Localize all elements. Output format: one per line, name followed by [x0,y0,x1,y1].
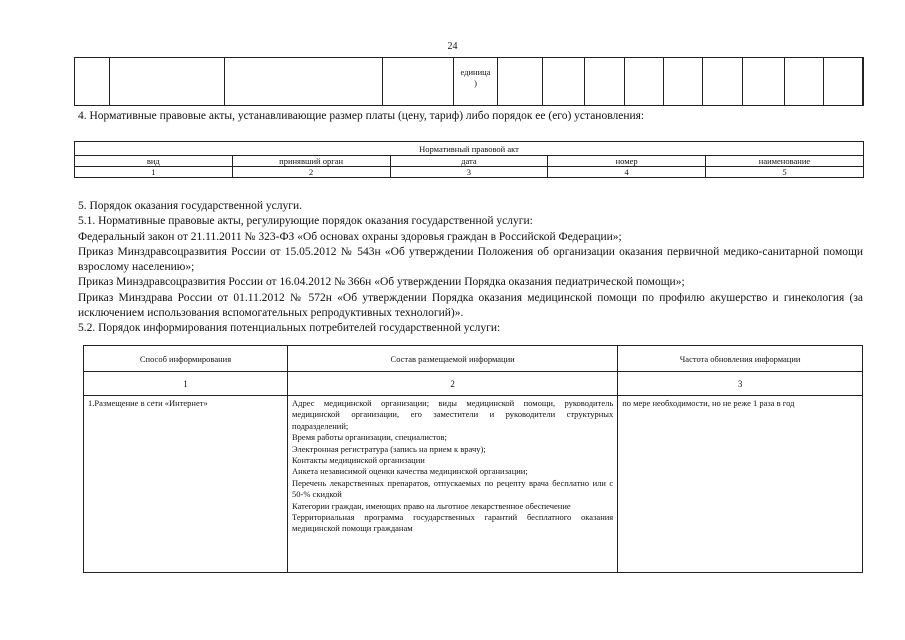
normative-act-header: Нормативный правовой акт [75,142,864,156]
section-4-title: 4. Нормативные правовые акты, устанавливающие размер платы (цену, тариф) либо порядок ее (его) установления: [78,110,645,122]
column-header-type: вид [75,156,233,167]
table-cell [543,58,585,106]
table-row [84,396,863,573]
column-header-frequency: Частота обновления информации [618,346,863,372]
info-content-item: Адрес медицинской организации; виды медицинской помощи, руководитель медицинской организации, его заместители и руководители структурных подразделений; [292,398,614,431]
info-content-item: Территориальная программа государственных гарантий бесплатного оказания медицинской помощи гражданам [292,512,614,534]
column-header-number: номер [548,156,706,167]
column-header-name: наименование [705,156,863,167]
section-5-1-title: 5.1. Нормативные правовые акты, регулирующие порядок оказания государственной услуги: [78,215,533,228]
column-number: 3 [390,167,548,178]
info-frequency-cell: по мере необходимости, но не реже 1 раза в год [618,396,863,573]
column-header-date: дата [390,156,548,167]
column-header-method: Способ информирования [84,346,288,372]
table-cell [823,58,862,106]
column-header-content: Состав размещаемой информации [288,346,618,372]
column-number: 1 [84,372,288,396]
law-item: Федеральный закон от 21.11.2011 № 323-ФЗ «Об основах охраны здоровья граждан в Российской Федерации»; [78,230,622,243]
unit-cell [453,58,497,106]
table-cell [664,58,703,106]
section-5-text [78,199,863,337]
table-cell [498,58,543,106]
page-number: 24 [447,41,458,52]
unit-text-line2: ) [474,78,477,88]
info-content-item: Категории граждан, имеющих право на льготное лекарственное обеспечение [292,500,571,511]
table-cell [784,58,823,106]
table-cell [75,58,110,106]
table-cell [863,58,864,106]
law-item: Приказ Минздравсоцразвития России от 16.04.2012 № 366н «Об утверждении Порядка оказания педиатрической помощи»; [78,276,685,289]
law-item: Приказ Минздравсоцразвития России от 15.05.2012 № 543н «Об утверждении Положения об организации оказания первичной медико-санитарной помощи взрослому населению»; [78,245,863,274]
info-content-cell [288,396,618,573]
table-cell [110,58,225,106]
table-cell [224,58,382,106]
info-content-item: Электронная регистратура (запись на прием к врачу); [292,443,486,454]
law-item: Приказ Минздрава России от 01.11.2012 № 572н «Об утверждении Порядка оказания медицинской помощи по профилю акушерство и гинекология (за исключением использования вспомогательных репродуктивных технологий)». [78,291,863,320]
info-content-item: Время работы организации, специалистов; [292,432,447,443]
column-number: 3 [618,372,863,396]
info-content-item: Контакты медицинской организации [292,455,425,466]
table-cell [383,58,454,106]
table-cell [703,58,742,106]
table-cell [585,58,625,106]
column-number: 5 [705,167,863,178]
section-5-title: 5. Порядок оказания государственной услуги. [78,200,302,212]
column-number: 1 [75,167,233,178]
column-header-authority: принявший орган [232,156,390,167]
information-table [83,345,863,573]
info-method-cell: 1.Размещение в сети «Интернет» [84,396,288,573]
normative-act-table [74,141,864,178]
table-cell [742,58,784,106]
table-cell [625,58,664,106]
section-5-2-title: 5.2. Порядок информирования потенциальных потребителей государственной услуги: [78,322,501,335]
unit-text-line1: единица [460,67,491,77]
column-number: 4 [548,167,706,178]
info-content-item: Анкета независимой оценки качества медицинской организации; [292,466,528,477]
info-content-item: Перечень лекарственных препаратов, отпускаемых по рецепту врача бесплатно или с 50-% скидкой [292,477,614,500]
top-table-fragment [74,57,864,106]
column-number: 2 [232,167,390,178]
column-number: 2 [288,372,618,396]
